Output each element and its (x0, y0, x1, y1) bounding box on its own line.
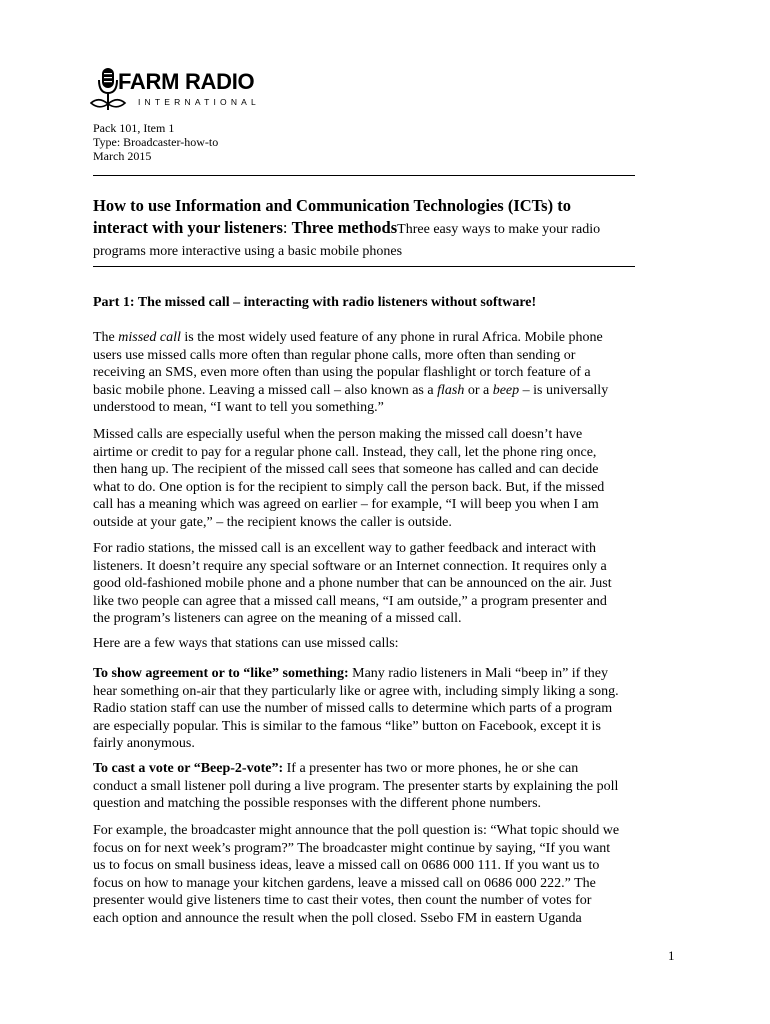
subtitle-line-2: programs more interactive using a basic mobile phones (93, 244, 403, 259)
meta-pack: Pack 101, Item 1 (93, 121, 175, 135)
logo-subtitle: INTERNATIONAL (138, 97, 260, 107)
title-line-2: interact with your listeners: Three methodsThree easy ways to make your radio (93, 218, 601, 237)
meta-date: March 2015 (93, 149, 152, 163)
paragraph-cast-vote: To cast a vote or “Beep-2-vote”: If a presenter has two or more phones, he or she can conduct a small listener poll during a live program. The presenter starts by explaining the poll question and matching the possible responses with the different phone numbers. (93, 761, 619, 811)
top-divider (93, 175, 635, 176)
document-meta (93, 121, 218, 163)
title-line-1: How to use Information and Communication Technologies (ICTs) to (93, 196, 571, 215)
paragraph-missed-call-usefulness: Missed calls are especially useful when the person making the missed call doesn’t have airtime or credit to pay for a regular phone call. Instead, they call, let the phone ring once, then hang up. The recipient of the missed call sees that someone has called and can decide what to do. One option is for the recipient to simply call the person back. But, if the missed call has a meaning which was agreed on earlier – for example, “I will beep you when I am outside at your gate,” – the recipient knows the caller is outside. (93, 427, 605, 530)
paragraph-show-agreement: To show agreement or to “like” something: Many radio listeners in Mali “beep in” if they hear something on-air that they particularly like or agree with, including simply liking a song. Radio station staff can use the number of missed calls to determine which parts of a program are especially popular. This is similar to the famous “like” button on Facebook, except it is fairly anonymous. (93, 666, 619, 751)
farm-radio-logo (90, 66, 260, 116)
subtitle-start: Three easy ways to make your radio (397, 222, 601, 237)
paragraph-ways-intro: Here are a few ways that stations can use missed calls: (93, 636, 399, 651)
part-1-heading: Part 1: The missed call – interacting with radio listeners without software! (93, 295, 537, 310)
page-number: 1 (668, 948, 675, 963)
document-title (93, 195, 673, 263)
paragraph-missed-call-intro: The missed call is the most widely used feature of any phone in rural Africa. Mobile phone users use missed calls more often than regular phone calls, more often than sending or receiving an SMS, even more often than using the popular flashlight or torch feature of a basic mobile phone. Leaving a missed call – also known as a flash or a beep – is universally understood to mean, “I want to tell you something.” (93, 330, 609, 415)
logo-title: FARM RADIO (118, 69, 255, 94)
title-divider (93, 266, 635, 267)
paragraph-poll-example: For example, the broadcaster might announce that the poll question is: “What topic should we focus on for next week’s program?” The broadcaster might continue by saying, “If you want us to focus on small business ideas, leave a missed call on 0686 000 111. If you want us to focus on how to manage your kitchen gardens, leave a missed call on 0686 000 222.” The presenter would give listeners time to cast their votes, then count the number of votes for each option and announce the result when the poll closed. Ssebo FM in eastern Uganda (93, 823, 620, 926)
paragraph-radio-stations: For radio stations, the missed call is an excellent way to gather feedback and interact with listeners. It doesn’t require any special software or an Internet connection. It requires only a good old-fashioned mobile phone and a phone number that can be announced on the air. Just like two people can agree that a missed call means, “I am outside,” a program presenter and the program’s listeners can agree on the meaning of a missed call. (93, 541, 612, 626)
meta-type: Type: Broadcaster-how-to (93, 135, 219, 149)
